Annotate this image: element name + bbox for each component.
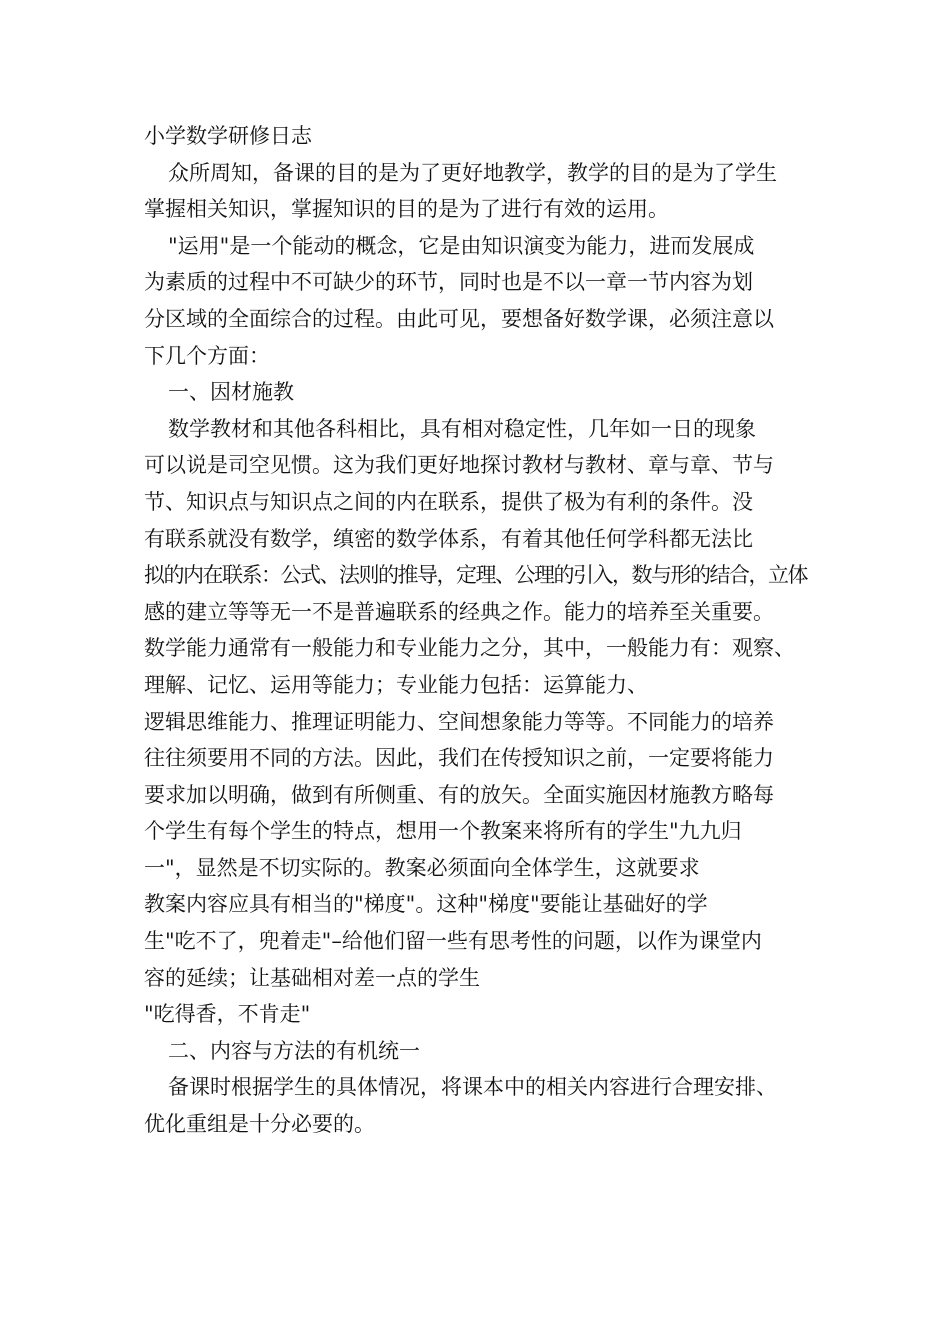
text-line: 生"吃不了，兜着走"–给他们留一些有思考性的问题，以作为课堂内 — [144, 929, 762, 954]
text-line: 备课时根据学生的具体情况，将课本中的相关内容进行合理安排、 — [168, 1075, 777, 1100]
text-line: 一"，显然是不切实际的。教案必须面向全体学生，这就要求 — [144, 855, 700, 880]
section-heading: 一、因材施教 — [168, 380, 294, 405]
text-line: 感的建立等等无一不是普遍联系的经典之作。能力的培养至关重要。 — [144, 599, 774, 624]
text-line: 有联系就没有数学，缜密的数学体系，有着其他任何学科都无法比 — [144, 526, 753, 551]
text-line: 个学生有每个学生的特点，想用一个教案来将所有的学生"九九归 — [144, 819, 742, 844]
text-line: 数学能力通常有一般能力和专业能力之分，其中，一般能力有：观察、 — [144, 636, 795, 661]
text-line: 节、知识点与知识点之间的内在联系，提供了极为有利的条件。没 — [144, 489, 753, 514]
text-line: 逻辑思维能力、推理证明能力、空间想象能力等等。不同能力的培养 — [144, 709, 774, 734]
text-line: 教案内容应具有相当的"梯度"。这种"梯度"要能让基础好的学 — [144, 892, 708, 917]
text-line: 可以说是司空见惯。这为我们更好地探讨教材与教材、章与章、节与 — [144, 453, 774, 478]
text-line: 为素质的过程中不可缺少的环节，同时也是不以一章一节内容为划 — [144, 270, 753, 295]
text-line: 掌握相关知识，掌握知识的目的是为了进行有效的运用。 — [144, 197, 669, 222]
text-line: 数学教材和其他各科相比，具有相对稳定性，几年如一日的现象 — [168, 416, 756, 441]
document-body — [144, 118, 808, 1143]
document-title: 小学数学研修日志 — [144, 124, 312, 148]
text-line: "运用"是一个能动的概念，它是由知识演变为能力，进而发展成 — [168, 233, 755, 258]
text-line: 下几个方面： — [144, 343, 270, 368]
text-line: 容的延续；让基础相对差一点的学生 — [144, 965, 480, 990]
section-heading: 二、内容与方法的有机统一 — [168, 1038, 420, 1063]
text-line: 分区域的全面综合的过程。由此可见，要想备好数学课，必须注意以 — [144, 306, 774, 331]
text-line: 拟的内在联系：公式、法则的推导，定理、公理的引入，数与形的结合，立体 — [144, 563, 807, 588]
text-line: 要求加以明确，做到有所侧重、有的放矢。全面实施因材施教方略每 — [144, 782, 774, 807]
text-line: 往往须要用不同的方法。因此，我们在传授知识之前，一定要将能力 — [144, 746, 774, 771]
text-line: 理解、记忆、运用等能力；专业能力包括：运算能力、 — [144, 672, 648, 697]
text-line: 众所周知，备课的目的是为了更好地教学，教学的目的是为了学生 — [168, 160, 777, 185]
text-line: 优化重组是十分必要的。 — [144, 1112, 375, 1137]
text-line: "吃得香，不肯走" — [144, 1002, 311, 1027]
